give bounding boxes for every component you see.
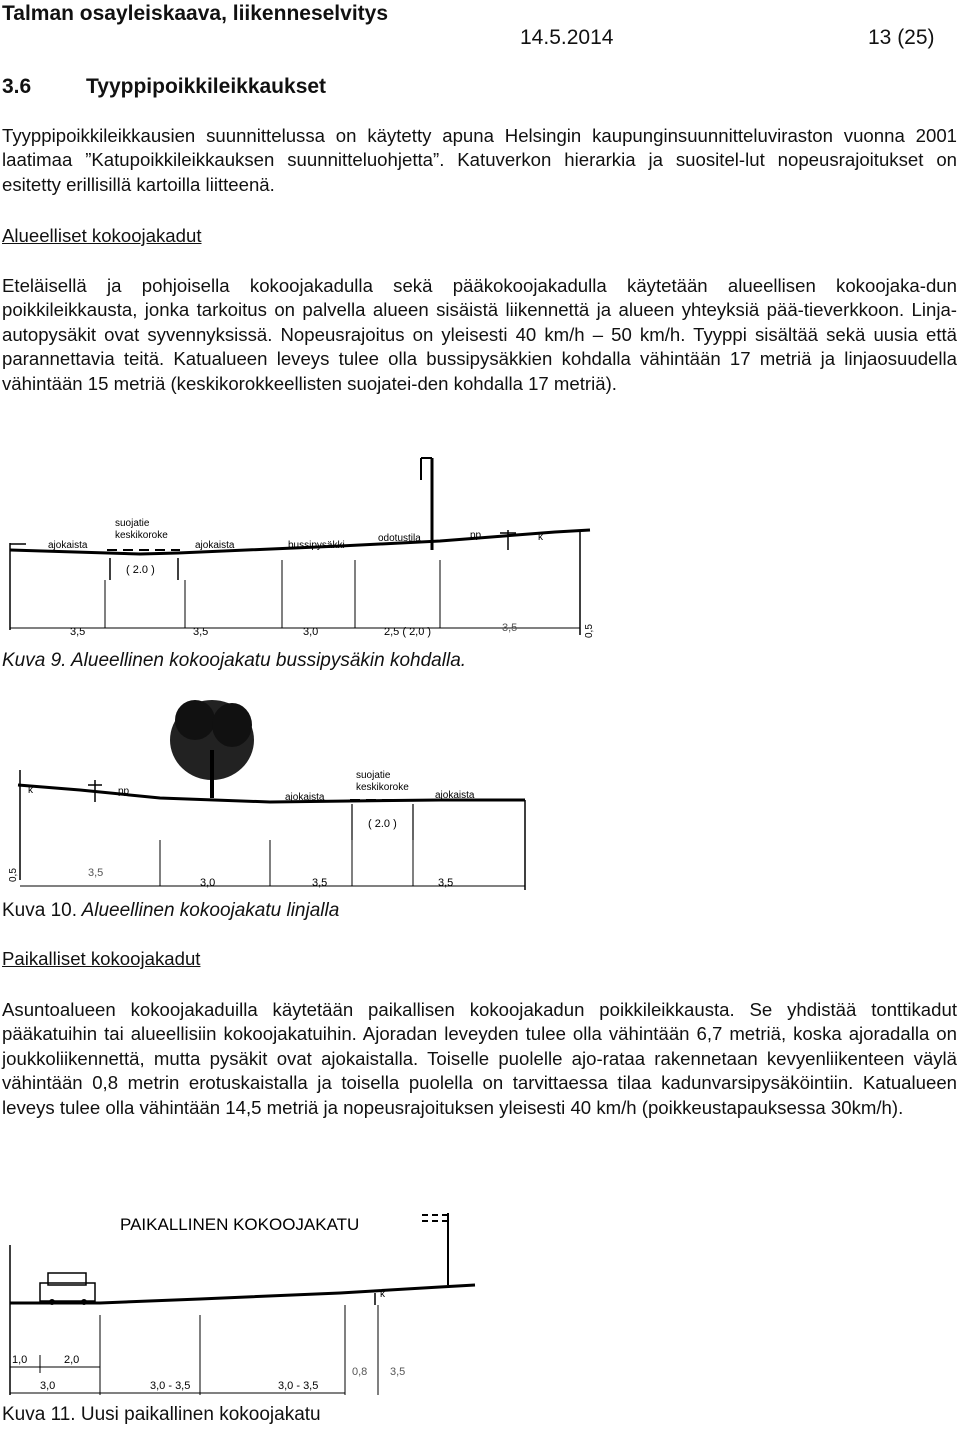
fig11-dim-bottom-3: 3,0 - 3,5: [278, 1380, 319, 1392]
subheading-alueelliset: Alueelliset kokoojakadut: [2, 225, 202, 246]
fig9-label-pp: pp: [470, 530, 482, 541]
fig9-dim-2: 3,5: [193, 626, 209, 638]
fig11-dim-bottom-1: 3,0: [40, 1380, 56, 1392]
page-number: 13 (25): [868, 26, 935, 49]
subheading-paikalliset: Paikalliset kokoojakadut: [2, 948, 201, 969]
fig11-title: PAIKALLINEN KOKOOJAKATU: [120, 1215, 360, 1234]
fig9-label-island-a: suojatie: [115, 518, 150, 529]
tree-icon: [170, 700, 254, 798]
fig9-island-width: ( 2.0 ): [126, 564, 155, 576]
figure-9-caption-label: Kuva 9.: [2, 650, 67, 671]
fig9-label-bus: bussipysäkki: [288, 540, 345, 551]
fig10-dim-1: 0,5: [8, 868, 19, 882]
fig11-label-k: k: [380, 1289, 385, 1300]
figure-10-cross-section: [0, 690, 600, 895]
fig10-label-island-a: suojatie: [356, 770, 391, 781]
fig9-label-lane2: ajokaista: [195, 540, 235, 551]
fig9-dim-6: 0,5: [584, 624, 595, 638]
fig9-label-lane1: ajokaista: [48, 540, 88, 551]
body-paragraph-paikalliset: Asuntoalueen kokoojakaduilla käytetään paikallisen kokoojakadun poikkileikkausta. Se yhdistää tonttikadut pääkatuihin tai alueellisiin kokoojakatuihin. Ajoradan leveyden tulee olla vähintään 6,7 metriä, koska ajoradalla on joukkoliikennettä, mutta pysäkit ovat ajokaistalla. Toiselle puolelle ajo-rataa rakennetaan kevyenliikenteen väylä vähintään 0,8 metrin erotuskaistalla ja toisella puolella on tarvittaessa tilaa kadunvarsipysäköintiin. Katualueen leveys tulee olla vähintään 14,5 metriä ja nopeusrajoituksen yleisesti 40 km/h (poikkeustapauksessa 30km/h).: [2, 999, 957, 1118]
fig11-dim-top-2: 2,0: [64, 1354, 80, 1366]
figure-9-caption: [2, 650, 466, 672]
fig11-dim-bottom-2: 3,0 - 3,5: [150, 1380, 191, 1392]
figure-11-cross-section: [0, 1205, 480, 1400]
fig10-island-width: ( 2.0 ): [368, 818, 397, 830]
fig10-dim-5: 3,5: [438, 877, 454, 889]
figure-10-caption-label: Kuva 10.: [2, 900, 77, 921]
document-title: Talman osayleiskaava, liikenneselvitys: [2, 2, 389, 25]
fig9-dim-4: 2,5 ( 2,0 ): [384, 626, 432, 638]
fig10-label-lane1: ajokaista: [285, 792, 325, 803]
fig10-dim-2: 3,5: [88, 867, 104, 879]
fig9-label-island-b: keskikoroke: [115, 530, 168, 541]
figure-10-caption-text: Alueellinen kokoojakatu linjalla: [77, 900, 340, 921]
document-date: 14.5.2014: [520, 26, 614, 49]
fig9-dim-3: 3,0: [303, 626, 319, 638]
fig10-label-lane2: ajokaista: [435, 790, 475, 801]
body-paragraph-alueelliset: Eteläisellä ja pohjoisella kokoojakadulla sekä pääkokoojakadulla käytetään alueellisen kokoojaka-dun poikkileikkausta, jonka tarkoitus on palvella alueen sisäistä liikennettä ja alueen yhteyksiä pää-tieverkkoon. Linja-autopysäkit ovat syvennyksissä. Nopeusrajoitus on yleisesti 40 km/h – 50 km/h. Tyyppi sisältää sekä uusia että parannettavia teitä. Katualueen leveys tulee olla bussipysäkkien kohdalla vähintään 17 metriä ja linjaosuudella vähintään 15 metriä (keskikorokkeellisten suojatei-den kohdalla 17 metriä).: [2, 275, 957, 394]
fig9-label-wait: odotustila: [378, 533, 421, 544]
fig11-dim-top-1: 1,0: [12, 1354, 28, 1366]
fig11-dim-right-2: 3,5: [390, 1366, 406, 1378]
figure-10-caption: [2, 900, 339, 922]
fig10-label-pp: pp: [118, 786, 130, 797]
fig10-dim-4: 3,5: [312, 877, 328, 889]
figure-9-caption-text: Alueellinen kokoojakatu bussipysäkin kohdalla.: [66, 650, 467, 671]
fig10-label-island-b: keskikoroke: [356, 782, 409, 793]
fig10-dim-3: 3,0: [200, 877, 216, 889]
section-number: 3.6: [2, 75, 32, 98]
fig9-label-k: k: [538, 532, 543, 543]
intro-paragraph: Tyyppipoikkileikkausien suunnittelussa on käytetty apuna Helsingin kaupunginsuunnitteluviraston vuonna 2001 laatimaa ”Katupoikkileikkauksen suunnitteluohjetta”. Katuverkon hierarkia ja suositel-lut nopeusrajoitukset on esitetty erillisillä kartoilla liitteenä.: [2, 125, 957, 195]
fig11-dim-right-1: 0,8: [352, 1366, 368, 1378]
fig9-dim-1: 3,5: [70, 626, 86, 638]
fig10-label-k: k: [28, 785, 33, 796]
figure-11-caption: Kuva 11. Uusi paikallinen kokoojakatu: [2, 1404, 321, 1425]
section-title: Tyyppipoikkileikkaukset: [86, 75, 327, 98]
section-heading: [2, 75, 326, 99]
fig9-dim-5: 3,5: [502, 622, 518, 634]
car-icon: [40, 1273, 95, 1305]
figure-9-cross-section: [0, 450, 600, 645]
